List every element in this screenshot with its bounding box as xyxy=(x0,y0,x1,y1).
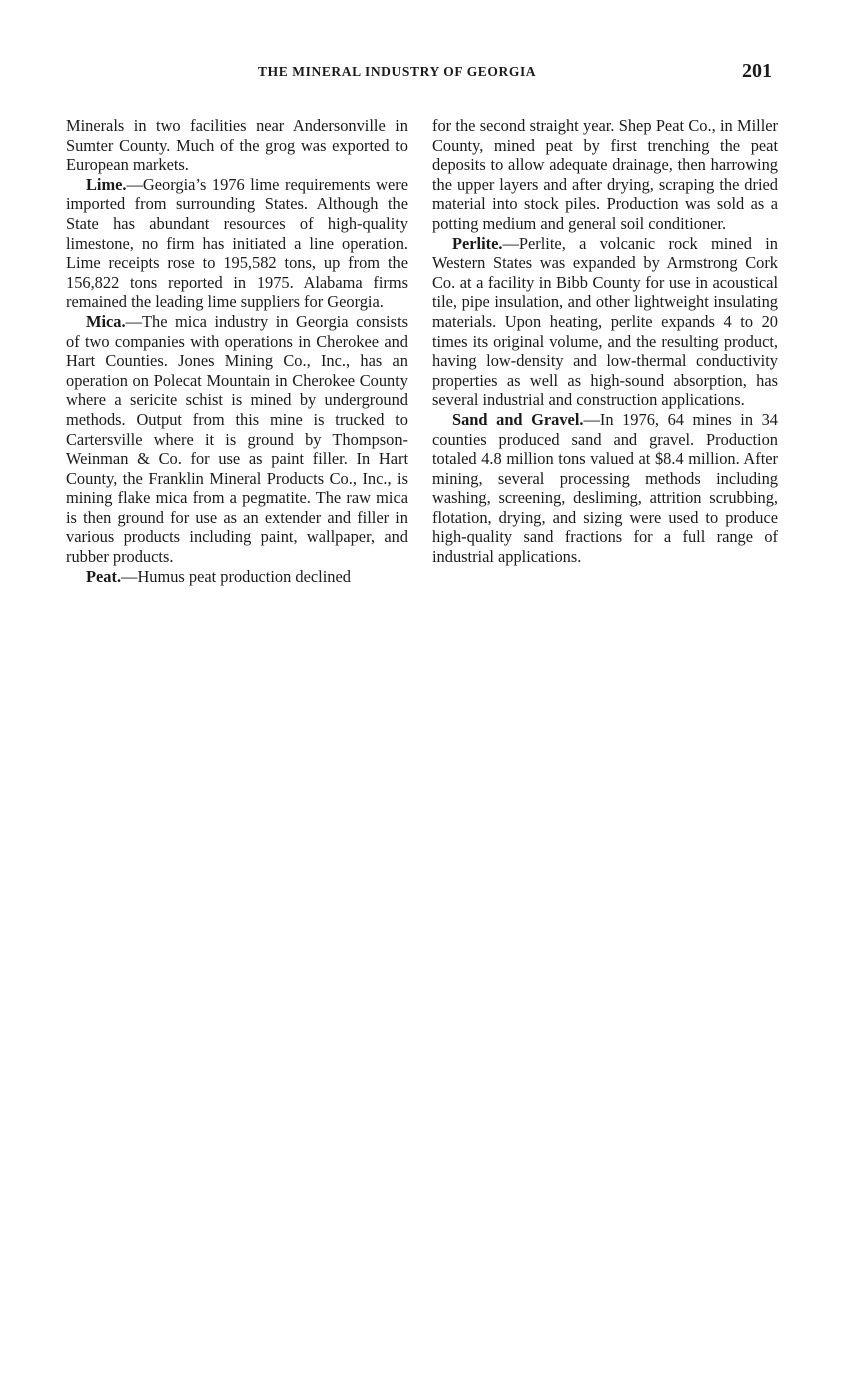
left-column xyxy=(66,116,408,586)
page-header xyxy=(0,60,865,88)
sand-gravel-heading: Sand and Gravel. xyxy=(452,409,584,429)
lime-heading: Lime. xyxy=(86,174,127,194)
running-title: THE MINERAL INDUSTRY OF GEORGIA xyxy=(258,64,537,79)
peat-heading: Peat. xyxy=(86,566,122,586)
mica-heading: Mica. xyxy=(86,311,126,331)
peat-text: —Humus peat production declined xyxy=(121,566,351,586)
paragraph-grog: Minerals in two facilities near Andersonville in Sumter County. Much of the grog was exported to European markets. xyxy=(66,116,408,175)
paragraph-mica xyxy=(66,312,408,567)
paragraph-peat-continued: for the second straight year. Shep Peat Co., in Miller County, mined peat by first trenching the peat deposits to allow adequate drainage, then harrowing the upper layers and after drying, scraping the dried material into stock piles. Production was sold as a potting medium and general soil conditioner. xyxy=(432,116,778,233)
lime-text: —Georgia’s 1976 lime requirements were imported from surrounding States. Although the State has abundant resources of high-quality limestone, no firm has initiated a line operation. Lime receipts rose to 195,582 tons, up from the 156,822 tons reported in 1975. Alabama firms remained the leading lime suppliers for Georgia. xyxy=(66,174,408,312)
perlite-heading: Perlite. xyxy=(452,233,503,253)
right-column xyxy=(432,116,778,567)
mica-text: —The mica industry in Georgia consists of two companies with operations in Cherokee and Hart Counties. Jones Mining Co., Inc., has an operation on Polecat Mountain in Cherokee County where a sericite schist is mined by underground methods. Output from this mine is trucked to Cartersville where it is ground by Thompson-Weinman & Co. for use as paint filler. In Hart County, the Franklin Mineral Products Co., Inc., is mining flake mica from a pegmatite. The raw mica is then ground for use as an extender and filler in various products including paint, wallpaper, and rubber products. xyxy=(66,311,408,567)
page-number: 201 xyxy=(742,60,772,82)
perlite-text: —Perlite, a volcanic rock mined in Western States was expanded by Armstrong Cork Co. at a facility in Bibb County for use in acoustical tile, pipe insulation, and other lightweight insulating materials. Upon heating, perlite expands 4 to 20 times its original volume, and the resulting product, having low-density and low-thermal conductivity properties as well as high-sound absorption, has several industrial and construction applications. xyxy=(432,233,778,410)
paragraph-perlite xyxy=(432,234,778,410)
paragraph-lime xyxy=(66,175,408,312)
paragraph-sand-gravel xyxy=(432,410,778,567)
paragraph-peat xyxy=(66,567,408,587)
sand-gravel-text: —In 1976, 64 mines in 34 counties produced sand and gravel. Production totaled 4.8 million tons valued at $8.4 million. After mining, several processing methods including washing, screening, desliming, attrition scrubbing, flotation, drying, and sizing were used to produce high-quality sand fractions for a full range of industrial applications. xyxy=(432,409,778,567)
